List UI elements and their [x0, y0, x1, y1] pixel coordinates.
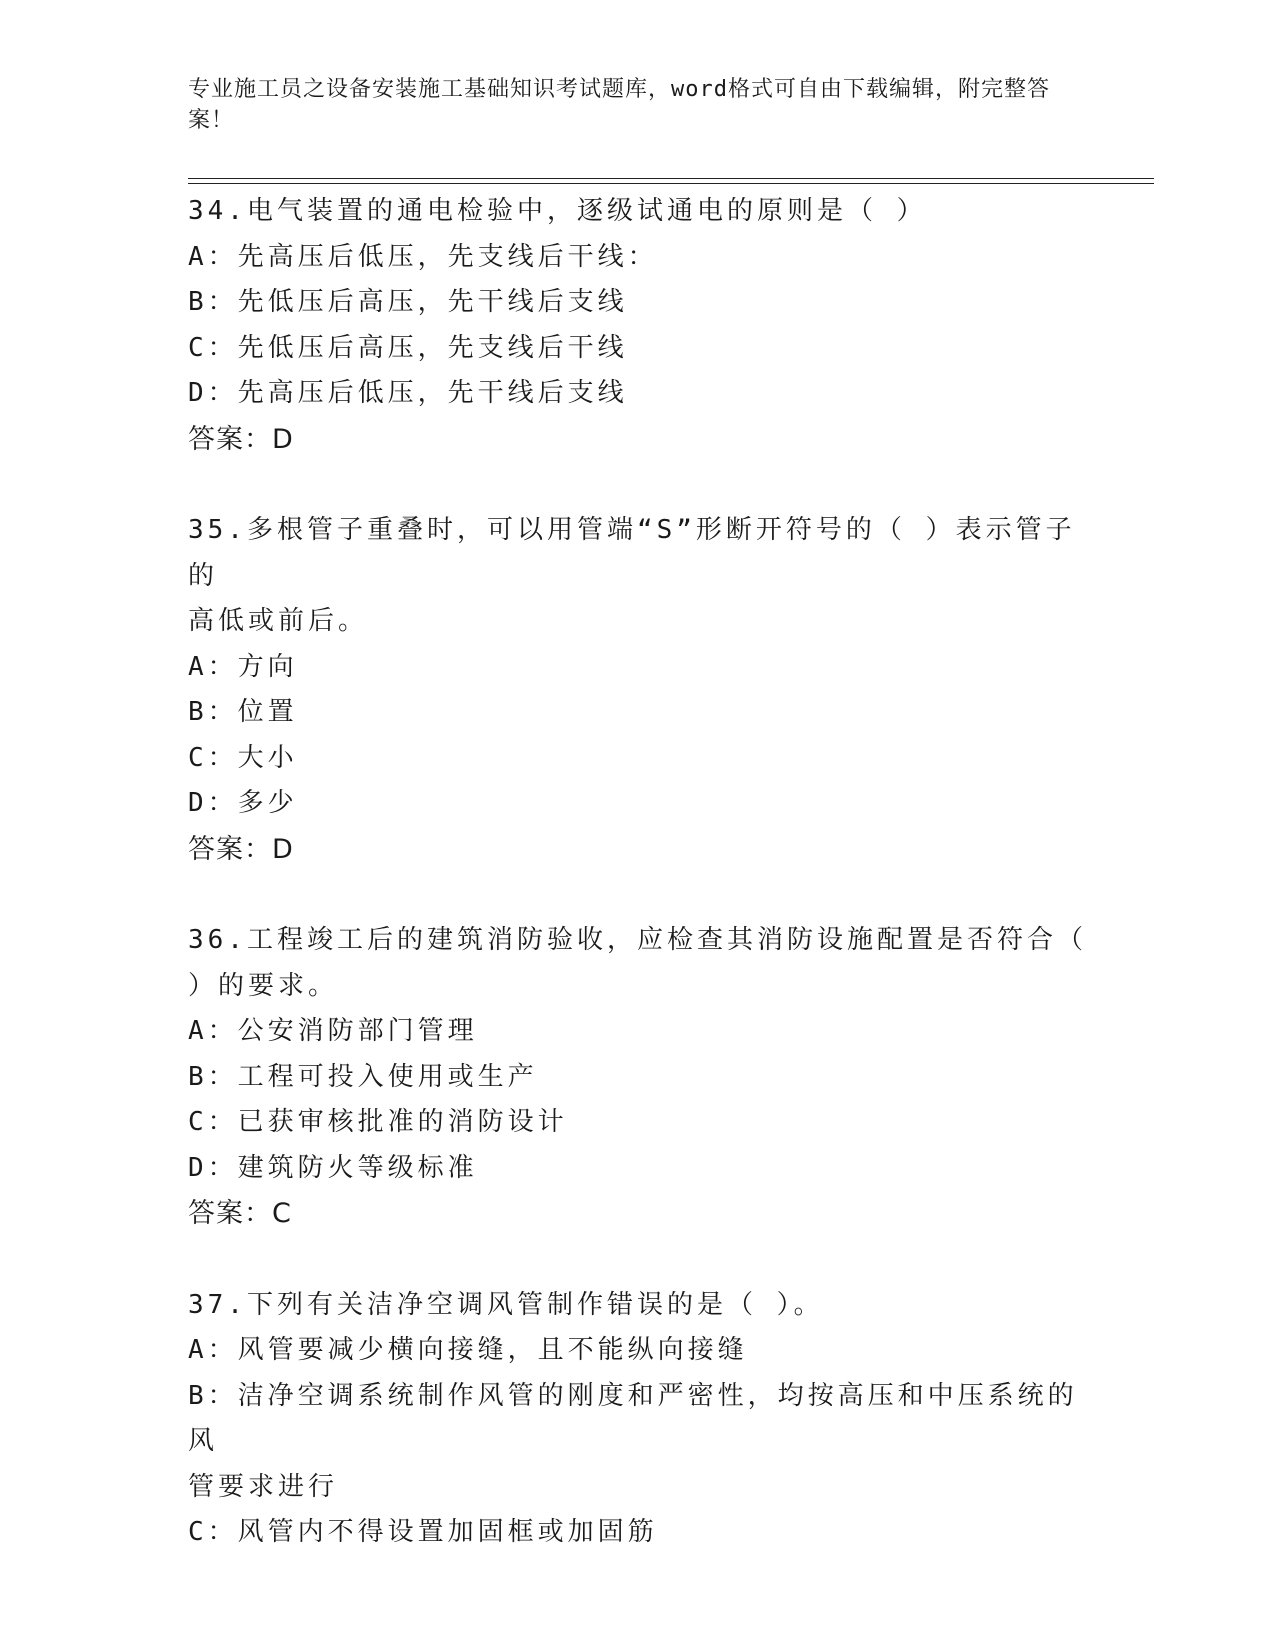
question-stem: 37.下列有关洁净空调风管制作错误的是（ ）。: [188, 1289, 824, 1320]
option-d: D：建筑防火等级标准: [188, 1152, 478, 1183]
option-a: A：公安消防部门管理: [188, 1016, 478, 1046]
option-c: C：已获审核批准的消防设计: [188, 1107, 568, 1137]
document-header: 专业施工员之设备安装施工基础知识考试题库，word格式可自由下载编辑，附完整答案！: [188, 77, 1050, 133]
question-stem: 34.电气装置的通电检验中，逐级试通电的原则是（ ）: [188, 196, 927, 226]
option-b: B：先低压后高压，先干线后支线: [188, 287, 628, 317]
question-stem-continued: 高低或前后。: [188, 606, 369, 636]
option-a: A：风管要减少横向接缝，且不能纵向接缝: [188, 1335, 748, 1365]
question-item: [188, 1283, 1088, 1556]
question-stem: 36.工程竣工后的建筑消防验收，应检查其消防设施配置是否符合（: [188, 925, 1087, 955]
question-item: [188, 508, 1088, 872]
answer-text: 答案：D: [188, 423, 294, 455]
option-d: D：先高压后低压，先干线后支线: [188, 378, 628, 408]
question-list: [188, 189, 1088, 1602]
question-item: [188, 189, 1088, 462]
option-b: B：工程可投入使用或生产: [188, 1061, 538, 1092]
option-b: B：洁净空调系统制作风管的刚度和严密性，均按高压和中压系统的风: [188, 1380, 1078, 1456]
header-divider-bottom: [188, 183, 1154, 184]
question-stem-continued: ）的要求。: [188, 970, 339, 1001]
option-c: C：大小: [188, 742, 298, 773]
header-divider-top: [188, 178, 1154, 179]
option-c: C：先低压后高压，先支线后干线: [188, 332, 628, 363]
option-c: C：风管内不得设置加固框或加固筋: [188, 1517, 658, 1547]
answer-text: 答案：C: [188, 1198, 292, 1229]
answer-text: 答案：D: [188, 833, 294, 865]
question-stem: 35.多根管子重叠时，可以用管端“S”形断开符号的（ ）表示管子的: [188, 515, 1076, 591]
option-a: A：先高压后低压，先支线后干线：: [188, 241, 658, 272]
option-b: B：位置: [188, 697, 298, 727]
option-a: A：方向: [188, 651, 298, 682]
option-d: D：多少: [188, 788, 298, 818]
question-item: [188, 918, 1088, 1237]
option-b-continued: 管要求进行: [188, 1471, 339, 1502]
